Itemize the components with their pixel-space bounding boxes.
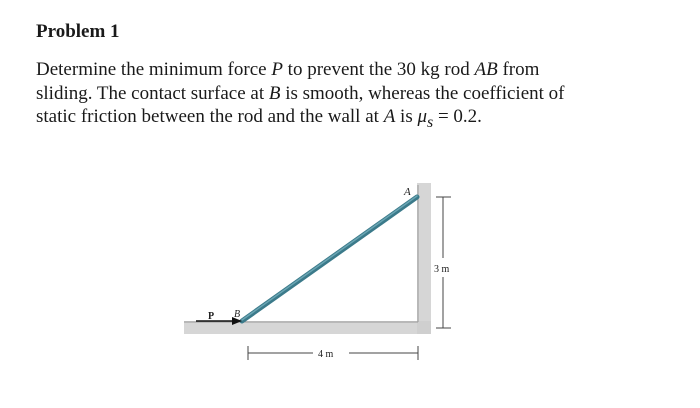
var-P: P bbox=[271, 59, 283, 80]
var-B: B bbox=[268, 82, 281, 104]
wall bbox=[417, 183, 431, 333]
var-mu-subscript: s bbox=[427, 113, 434, 131]
text-segment: is smooth, whereas the coefficient of bbox=[280, 82, 565, 104]
floor bbox=[184, 321, 431, 334]
corner-shading bbox=[417, 321, 431, 334]
text-segment: Determine the minimum force bbox=[36, 59, 272, 80]
text-segment: from bbox=[497, 59, 540, 80]
text-segment: = 0.2. bbox=[433, 106, 482, 127]
text-segment: static friction between the rod and the wall at bbox=[36, 106, 384, 127]
rod-AB-highlight bbox=[242, 196, 417, 320]
label-B: B bbox=[234, 309, 241, 320]
dim-3m-label: 3 m bbox=[434, 264, 450, 275]
problem-title: Problem 1 bbox=[36, 21, 120, 42]
var-AB: AB bbox=[474, 59, 498, 80]
label-A: A bbox=[404, 186, 411, 198]
var-mu: μ bbox=[417, 106, 428, 127]
text-segment: to prevent the 30 kg rod bbox=[282, 59, 475, 80]
rod-AB bbox=[242, 197, 417, 321]
text-segment: sliding. The contact surface at bbox=[36, 82, 269, 104]
var-A: A bbox=[383, 106, 396, 127]
dim-4m-label: 4 m bbox=[318, 349, 334, 360]
text-segment: is bbox=[395, 106, 418, 127]
label-P: P bbox=[208, 311, 215, 322]
